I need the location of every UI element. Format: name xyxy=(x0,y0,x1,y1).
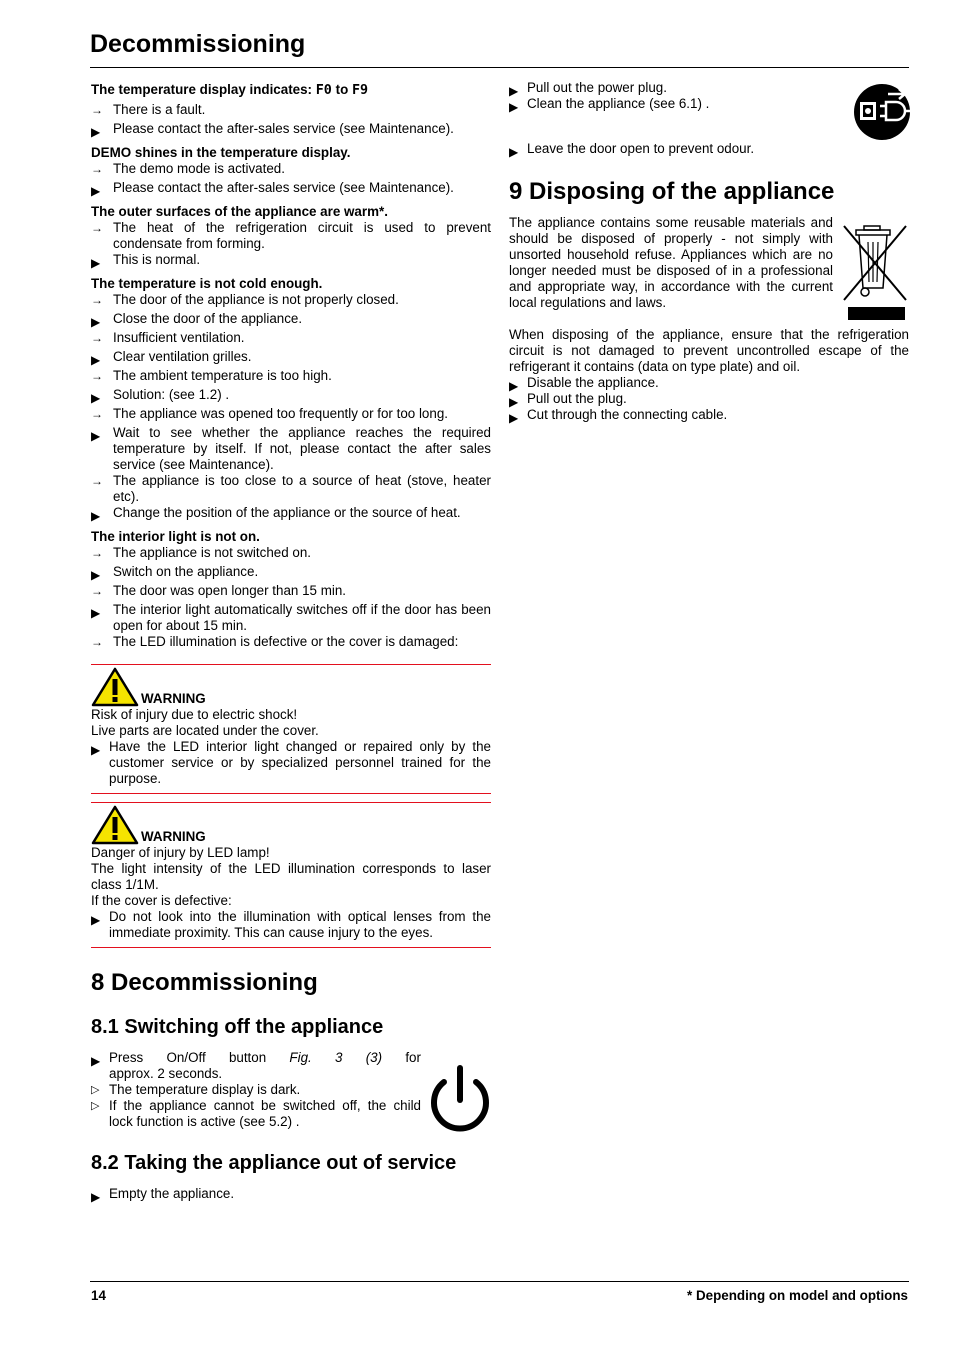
light-heading: The interior light is not on. xyxy=(91,529,260,544)
action-item: ▶ Clear ventilation grilles. xyxy=(91,349,252,367)
action-item: ▶ The interior light automatically switches off if the door has been open for about 15 min. xyxy=(91,602,491,633)
action-item: ▶ Disable the appliance. xyxy=(509,375,659,393)
triangle-bullet-icon: ▶ xyxy=(509,100,519,114)
cause-item: → The appliance is not switched on. xyxy=(91,545,312,560)
disposal-paragraph: The appliance contains some reusable materials and should be disposed of properly - not simply with unsorted household refuse. Appliances which are no longer needed must be disposed of in a professional and appropriate way, in accordance with the current local regulations and laws. xyxy=(509,215,833,310)
cause-item: → The LED illumination is defective or the cover is damaged: xyxy=(91,634,459,649)
triangle-bullet-icon: ▶ xyxy=(91,606,101,620)
arrow-right-icon: → xyxy=(91,635,103,649)
cold-heading: The temperature is not cold enough. xyxy=(91,276,323,291)
page-number: 14 xyxy=(91,1288,106,1303)
arrow-right-icon: → xyxy=(91,103,103,117)
section-8-1-title: 8.1 Switching off the appliance xyxy=(91,1016,384,1038)
cause-item: → Insufficient ventilation. xyxy=(91,330,245,345)
warning-text: Danger of injury by LED lamp! xyxy=(91,845,270,860)
arrow-right-icon: → xyxy=(91,407,103,421)
action-item: ▶ Please contact the after-sales service (see Maintenance). xyxy=(91,121,454,139)
action-item: ▶ Leave the door open to prevent odour. xyxy=(509,141,755,159)
switch-off-block xyxy=(91,1050,421,1130)
left-column xyxy=(91,82,491,1202)
triangle-bullet-icon: ▶ xyxy=(509,84,519,98)
section-8-title: 8 Decommissioning xyxy=(91,969,318,996)
action-item: ▶ Solution: (see 1.2) . xyxy=(91,387,230,405)
arrow-right-icon: → xyxy=(91,474,103,488)
triangle-bullet-icon: ▶ xyxy=(509,411,519,425)
action-item: ▶ Change the position of the appliance or the source of heat. xyxy=(91,505,461,523)
triangle-bullet-icon: ▶ xyxy=(91,509,101,523)
arrow-right-icon: → xyxy=(91,162,103,176)
triangle-outline-icon: ▷ xyxy=(91,1100,100,1112)
cause-item: → There is a fault. xyxy=(91,102,206,117)
triangle-bullet-icon: ▶ xyxy=(91,1190,101,1204)
action-item: ▶ Press On/Off button Fig. 3 (3) for approx. 2 seconds. xyxy=(91,1050,421,1081)
triangle-bullet-icon: ▶ xyxy=(91,429,101,443)
fault-code-to: F9 xyxy=(351,83,369,98)
cause-item: → The heat of the refrigeration circuit is used to prevent condensate from forming. xyxy=(91,220,491,251)
triangle-bullet-icon: ▶ xyxy=(91,391,101,405)
unplug-icon xyxy=(852,82,912,142)
action-item: ▶ Switch on the appliance. xyxy=(91,564,259,582)
action-item: ▶ Empty the appliance. xyxy=(91,1186,235,1204)
triangle-bullet-icon: ▶ xyxy=(509,145,519,159)
demo-heading: DEMO shines in the temperature display. xyxy=(91,145,351,160)
section-8-2-title: 8.2 Taking the appliance out of service xyxy=(91,1152,457,1174)
triangle-bullet-icon: ▶ xyxy=(91,353,101,367)
warning-title: WARNING xyxy=(141,829,206,844)
warning-text: The light intensity of the LED illumination corresponds to laser class 1/1M. xyxy=(91,861,491,892)
footer-note: * Depending on model and options xyxy=(687,1288,908,1303)
footer-rule xyxy=(90,1281,909,1282)
warning-text: Risk of injury due to electric shock! xyxy=(91,707,298,722)
triangle-outline-icon: ▷ xyxy=(91,1084,100,1096)
cause-item: → The appliance was opened too frequently or for too long. xyxy=(91,406,448,421)
on-off-button-label: On/Off xyxy=(166,1050,206,1065)
cause-item: → The demo mode is activated. xyxy=(91,161,285,176)
warning-triangle-icon xyxy=(91,805,139,845)
cause-item: → The door was open longer than 15 min. xyxy=(91,583,346,598)
arrow-right-icon: → xyxy=(91,584,103,598)
action-item: ▶ Please contact the after-sales service (see Maintenance). xyxy=(91,180,454,198)
warning-text: If the cover is defective: xyxy=(91,893,232,908)
result-item: ▷ If the appliance cannot be switched off, the child lock function is active (see 5.2) . xyxy=(91,1098,421,1129)
action-item: ▶ Wait to see whether the appliance reaches the required temperature by itself. If not, please contact the after sales service (see Maintenance). xyxy=(91,425,491,472)
disposal-paragraph: When disposing of the appliance, ensure that the refrigeration circuit is not damaged to prevent uncontrolled escape of the refrigerant it contains (data on type plate) and oil. xyxy=(509,327,909,374)
warning-box-led xyxy=(91,802,491,948)
page-title: Decommissioning xyxy=(90,30,306,58)
action-item: ▶ Cut through the connecting cable. xyxy=(509,407,728,425)
warm-heading: The outer surfaces of the appliance are warm*. xyxy=(91,204,388,219)
section-9-title: 9 Disposing of the appliance xyxy=(509,178,835,205)
triangle-bullet-icon: ▶ xyxy=(91,913,101,927)
triangle-bullet-icon: ▶ xyxy=(509,379,519,393)
arrow-right-icon: → xyxy=(91,546,103,560)
cause-item: → The appliance is too close to a source of heat (stove, heater etc). xyxy=(91,473,491,504)
warning-action: ▶ Do not look into the illumination with optical lenses from the immediate proximity. This can cause injury to the eyes. xyxy=(91,909,491,940)
triangle-bullet-icon: ▶ xyxy=(91,743,101,757)
triangle-bullet-icon: ▶ xyxy=(91,125,101,139)
triangle-bullet-icon: ▶ xyxy=(91,315,101,329)
action-item: ▶ Clean the appliance (see 6.1) . xyxy=(509,96,710,114)
warning-triangle-icon xyxy=(91,667,139,707)
header-rule xyxy=(90,67,909,68)
triangle-bullet-icon: ▶ xyxy=(91,184,101,198)
action-item: ▶ This is normal. xyxy=(91,252,201,270)
action-item: ▶ Pull out the plug. xyxy=(509,391,627,409)
triangle-bullet-icon: ▶ xyxy=(509,395,519,409)
warning-title: WARNING xyxy=(141,691,206,706)
warning-action: ▶ Have the LED interior light changed or repaired only by the customer service or by specialized personnel trained for the purpose. xyxy=(91,739,491,786)
action-item: ▶ Pull out the power plug. xyxy=(509,80,667,98)
action-item: ▶ Close the door of the appliance. xyxy=(91,311,303,329)
crossed-bin-icon xyxy=(840,220,910,322)
cause-item: → The ambient temperature is too high. xyxy=(91,368,332,383)
arrow-right-icon: → xyxy=(91,331,103,345)
arrow-right-icon: → xyxy=(91,293,103,307)
warning-text: Live parts are located under the cover. xyxy=(91,723,319,738)
triangle-bullet-icon: ▶ xyxy=(91,256,101,270)
warning-box-electric xyxy=(91,664,491,794)
fault-code-heading: The temperature display indicates: F0 to F9 xyxy=(91,82,369,98)
fault-code-from: F0 xyxy=(315,83,332,98)
power-icon xyxy=(426,1060,494,1136)
cause-item: → The door of the appliance is not properly closed. xyxy=(91,292,399,307)
triangle-bullet-icon: ▶ xyxy=(91,568,101,582)
triangle-bullet-icon: ▶ xyxy=(91,1054,101,1068)
arrow-right-icon: → xyxy=(91,369,103,383)
arrow-right-icon: → xyxy=(91,221,103,235)
result-item: ▷ The temperature display is dark. xyxy=(91,1082,301,1097)
